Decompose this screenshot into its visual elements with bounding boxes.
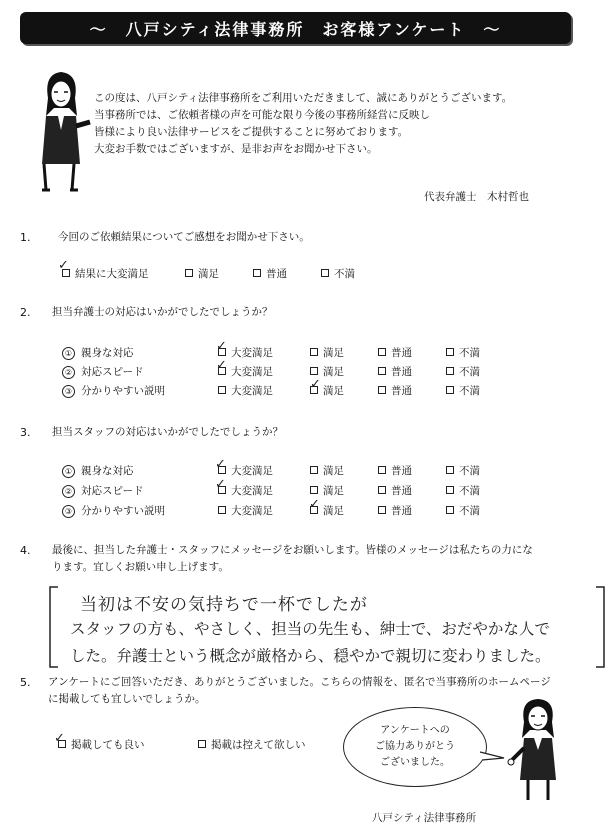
q2-text: 担当弁護士の対応はいかがでしたでしょうか？: [52, 306, 273, 318]
q5-number: 5.: [20, 676, 31, 689]
q3-row-2-opt-2[interactable]: 満足: [310, 483, 344, 498]
check-mark-icon: ✓: [216, 358, 227, 373]
q2-row-2-opt-3[interactable]: 普通: [378, 364, 412, 379]
checkbox[interactable]: [378, 466, 386, 474]
row-marker: ③: [62, 385, 75, 398]
staff-illustration: [506, 696, 570, 804]
q3-row-2-opt-4[interactable]: 不満: [446, 483, 480, 498]
q2-row-1-opt-4[interactable]: 不満: [446, 345, 480, 360]
q2-row-2-label: ② 対応スピード: [62, 364, 144, 379]
checkbox[interactable]: [253, 269, 261, 277]
q3-row-3-opt-1[interactable]: 大変満足: [218, 503, 273, 518]
intro-text: [94, 90, 512, 158]
q3-row-2-label: ② 対応スピード: [62, 483, 144, 498]
q3-row-3-opt-2[interactable]: 満足: [310, 503, 344, 518]
q5-option-2[interactable]: 掲載は控えて欲しい: [198, 737, 306, 752]
q2-row-3-opt-3[interactable]: 普通: [378, 383, 412, 398]
q2-row-3-opt-2[interactable]: 満足: [310, 383, 344, 398]
q2-number: 2.: [20, 306, 31, 319]
q3-number: 3.: [20, 426, 31, 439]
checkbox[interactable]: [310, 466, 318, 474]
q2-row-3-opt-4[interactable]: 不満: [446, 383, 480, 398]
check-mark-icon: ✓: [215, 457, 226, 472]
intro-line: この度は、八戸シティ法律事務所をご利用いただきまして、誠にありがとうございます。: [94, 92, 513, 104]
checkbox[interactable]: [310, 486, 318, 494]
q2-row-1-opt-2[interactable]: 満足: [310, 345, 344, 360]
handwritten-line: した。弁護士という概念が厳格から、穏やかで親切に変わりました。: [70, 647, 551, 665]
bubble-tail: [478, 748, 506, 764]
q2-row-2-opt-1[interactable]: 大変満足: [218, 364, 273, 379]
check-mark-icon: ✓: [310, 377, 321, 392]
checkbox[interactable]: [378, 367, 386, 375]
q3-row-1-opt-2[interactable]: 満足: [310, 463, 344, 478]
checkbox[interactable]: [378, 506, 386, 514]
q2-row-1-opt-1[interactable]: 大変満足: [218, 345, 273, 360]
q3-row-3-opt-3[interactable]: 普通: [378, 503, 412, 518]
row-marker: ②: [62, 366, 75, 379]
checkbox[interactable]: [321, 269, 329, 277]
checkbox[interactable]: [446, 466, 454, 474]
q5-text-1: アンケートにご回答いただき、ありがとうございました。こちらの情報を、匿名で当事務所のホームページ: [48, 676, 551, 688]
option-label: 不満: [334, 268, 355, 280]
checkbox[interactable]: [378, 486, 386, 494]
survey-title-banner: [20, 12, 571, 44]
option-label: 普通: [266, 268, 287, 280]
q4-number: 4.: [20, 544, 31, 557]
row-marker: ①: [62, 347, 75, 360]
handwritten-line: 当初は不安の気持ちで一杯でしたが: [80, 595, 368, 615]
bubble-line: ご協力ありがとう: [375, 741, 455, 752]
checkbox[interactable]: [446, 386, 454, 394]
checkbox[interactable]: [446, 367, 454, 375]
row-marker: ①: [62, 465, 75, 478]
intro-line: 皆様により良い法律サービスをご提供することに努めております。: [94, 126, 409, 138]
q3-row-3-label: ③ 分かりやすい説明: [62, 503, 165, 518]
q3-row-3-opt-4[interactable]: 不満: [446, 503, 480, 518]
q4-text-1: 最後に、担当した弁護士・スタッフにメッセージをお願いします。皆様のメッセージは私たちの力にな: [52, 544, 533, 556]
q3-text: 担当スタッフの対応はいかがでしたでしょうか？: [52, 426, 283, 438]
q2-row-1-opt-3[interactable]: 普通: [378, 345, 412, 360]
q2-row-3-opt-1[interactable]: 大変満足: [218, 383, 273, 398]
option-label: 結果に大変満足: [75, 268, 149, 280]
q1-text: 今回のご依頼結果についてご感想をお聞かせ下さい。: [58, 231, 310, 243]
q1-option-4[interactable]: [321, 266, 355, 281]
checkbox[interactable]: [446, 486, 454, 494]
check-mark-icon: ✓: [216, 339, 227, 354]
checkbox[interactable]: [218, 506, 226, 514]
q2-row-2-opt-4[interactable]: 不満: [446, 364, 480, 379]
q2-row-2-opt-2[interactable]: 満足: [310, 364, 344, 379]
row-marker: ③: [62, 505, 75, 518]
handwritten-line: スタッフの方も、やさしく、担当の先生も、紳士で、おだやかな人で: [70, 620, 550, 638]
checkbox[interactable]: [185, 269, 193, 277]
q3-row-1-opt-3[interactable]: 普通: [378, 463, 412, 478]
q3-row-1-label: ① 親身な対応: [62, 463, 134, 478]
thank-you-bubble: [343, 707, 487, 787]
survey-title: ～ 八戸シティ法律事務所 お客様アンケート ～: [89, 19, 502, 39]
bubble-line: アンケートへの: [380, 725, 450, 736]
q3-row-2-opt-1[interactable]: 大変満足: [218, 483, 273, 498]
checkbox[interactable]: [446, 348, 454, 356]
option-label: 満足: [198, 268, 219, 280]
q1-option-2[interactable]: [185, 266, 219, 281]
checkbox[interactable]: [310, 348, 318, 356]
checkbox[interactable]: [310, 367, 318, 375]
signature: 代表弁護士 木村哲也: [424, 191, 529, 203]
checkbox[interactable]: [378, 348, 386, 356]
q5-text-2: に掲載しても宜しいでしょうか。: [48, 693, 206, 705]
q2-row-1-label: ① 親身な対応: [62, 345, 134, 360]
intro-line: 大変お手数ではございますが、是非お声をお聞かせ下さい。: [94, 143, 378, 155]
checkbox[interactable]: [198, 740, 206, 748]
q2-row-3-label: ③ 分かりやすい説明: [62, 383, 165, 398]
q3-row-1-opt-1[interactable]: 大変満足: [218, 463, 273, 478]
bubble-line: ございました。: [380, 757, 450, 768]
check-mark-icon: ✓: [309, 497, 320, 512]
q3-row-2-opt-3[interactable]: 普通: [378, 483, 412, 498]
check-mark-icon: ✓: [54, 731, 65, 746]
checkbox[interactable]: [378, 386, 386, 394]
intro-line: 当事務所では、ご依頼者様の声を可能な限り今後の事務所経営に反映し: [94, 109, 430, 121]
q5-option-1[interactable]: 掲載しても良い: [58, 737, 145, 752]
q3-row-1-opt-4[interactable]: 不満: [446, 463, 480, 478]
q1-number: 1.: [20, 231, 31, 244]
q4-text-2: ります。宜しくお願い申し上げます。: [52, 561, 229, 573]
row-marker: ②: [62, 485, 75, 498]
checkbox[interactable]: [218, 386, 226, 394]
q1-option-1[interactable]: [62, 266, 149, 281]
lawyer-illustration: [30, 68, 92, 200]
checkbox[interactable]: [446, 506, 454, 514]
footer-firm-name: 八戸シティ法律事務所: [372, 812, 477, 824]
q1-option-3[interactable]: [253, 266, 287, 281]
check-mark-icon: ✓: [58, 258, 69, 273]
check-mark-icon: ✓: [215, 477, 226, 492]
